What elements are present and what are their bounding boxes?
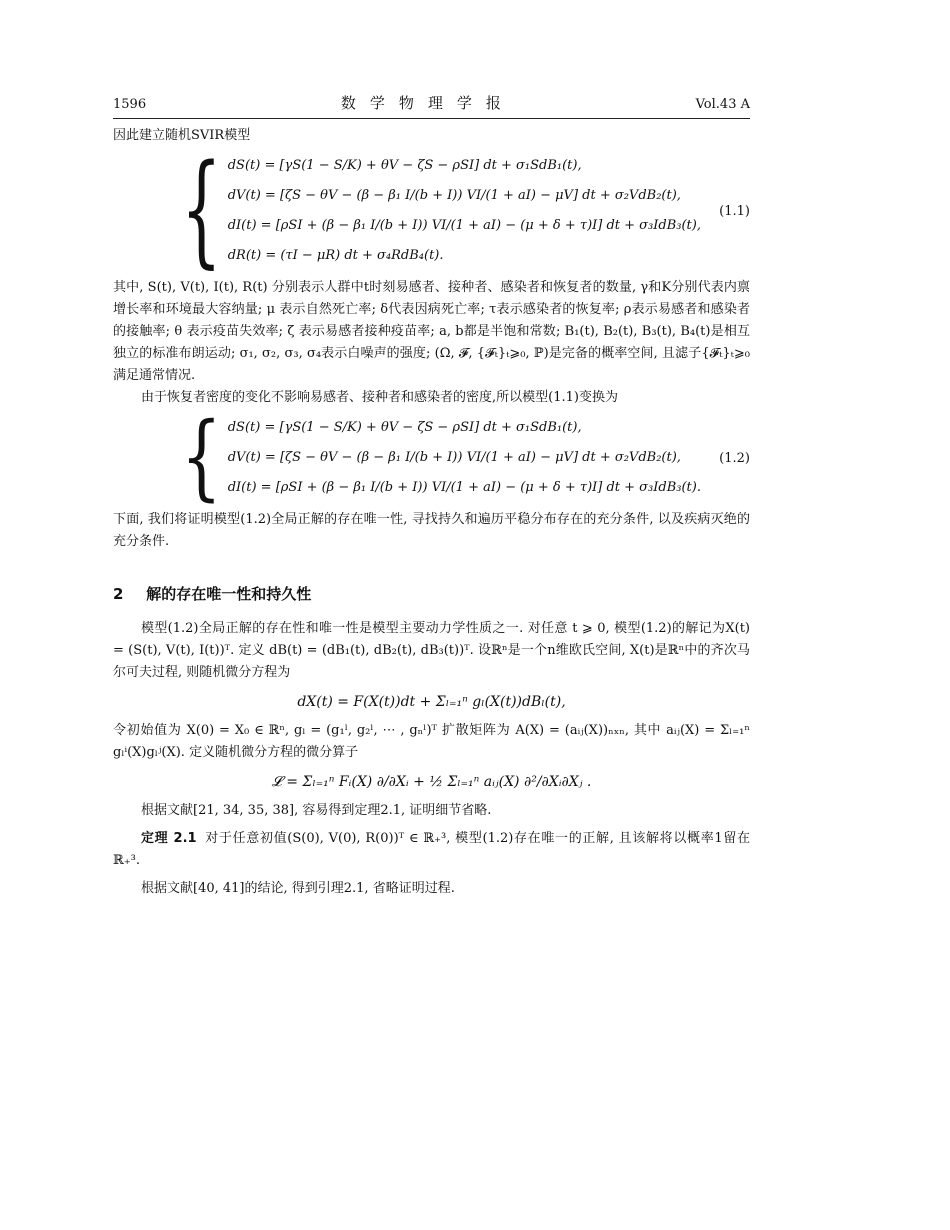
equation-line: dR(t) = (τI − μR) dt + σ₄RdB₄(t). — [227, 248, 444, 263]
paragraph-lemma: 根据文献[40, 41]的结论, 得到引理2.1, 省略证明过程. — [141, 881, 455, 896]
paragraph-section: 模型(1.2)全局正解的存在性和唯一性是模型主要动力学性质之一. 对任意 t ⩾ 0, 模型(1.2)的解记为X(t) = (S(t), V(t), I(t))ᵀ. 定义 dB(t) = (dB₁(t), dB₂(t), dB₃(t))ᵀ. 设ℝⁿ是一个n维欧氏空间, X(t)是ℝⁿ中的齐次马尔可夫过程, 则随机微分方程为 — [113, 621, 750, 680]
equation-line: dI(t) = [ρSI + (β − β₁ I/(b + I)) VI/(1 + aI) − (μ + δ + τ)I] dt + σ₃IdB₃(t). — [227, 480, 701, 495]
paragraph-transform: 由于恢复者密度的变化不影响易感者、接种者和感染者的密度,所以模型(1.1)变换为 — [141, 390, 618, 405]
equation-line: dS(t) = [γS(1 − S/K) + θV − ζS − ρSI] dt + σ₁SdB₁(t), — [227, 158, 582, 173]
theorem-label: 定理 2.1 — [141, 831, 197, 846]
equation-number: (1.1) — [719, 203, 750, 219]
section-title: 解的存在唯一性和持久性 — [146, 585, 312, 603]
theorem-text: 对于任意初值(S(0), V(0), R(0))ᵀ ∈ ℝ₊³, 模型(1.2)存在唯一的正解, 且该解将以概率1留在ℝ₊³. — [113, 831, 750, 868]
equation-operator: 𝓛 = Σₗ₌₁ⁿ Fᵢ(X) ∂/∂Xᵢ + ½ Σₗ₌₁ⁿ aᵢⱼ(X) ∂²/∂Xᵢ∂Xⱼ . — [271, 774, 592, 790]
paragraph-refs: 根据文献[21, 34, 35, 38], 容易得到定理2.1, 证明细节省略. — [141, 803, 492, 818]
journal-title: 数学物理学报 — [340, 94, 515, 112]
equation-sde: dX(t) = F(X(t))dt + Σₗ₌₁ⁿ gₗ(X(t))dBₗ(t), — [297, 694, 566, 710]
volume-label: Vol.43 A — [695, 97, 750, 112]
section-number: 2 — [113, 585, 124, 603]
equation-line: dV(t) = [ζS − θV − (β − β₁ I/(b + I)) VI/(1 + aI) − μV] dt + σ₂VdB₂(t), — [227, 188, 681, 203]
page-header — [113, 92, 750, 119]
equation-line: dI(t) = [ρSI + (β − β₁ I/(b + I)) VI/(1 + aI) − (μ + δ + τ)I] dt + σ₃IdB₃(t), — [227, 218, 701, 233]
page-number: 1596 — [113, 97, 147, 112]
equation-line: dS(t) = [γS(1 − S/K) + θV − ζS − ρSI] dt + σ₁SdB₁(t), — [227, 420, 582, 435]
equation-system-1-2 — [181, 404, 750, 512]
left-brace: { — [181, 140, 222, 282]
equation-line: dV(t) = [ζS − θV − (β − β₁ I/(b + I)) VI/(1 + aI) − μV] dt + σ₂VdB₂(t), — [227, 450, 681, 465]
section-heading — [113, 583, 750, 604]
left-brace: { — [181, 404, 222, 512]
paragraph-meanings: 其中, S(t), V(t), I(t), R(t) 分别表示人群中t时刻易感者、接种者、感染者和恢复者的数量, γ和K分别代表内禀增长率和环境最大容纳量; μ 表示自然死亡率; δ代表因病死亡率; τ表示感染者的恢复率; ρ表示易感者和感染者的接触率; θ 表示疫苗失效率; ζ 表示易感者接种疫苗率; a, b都是半饱和常数; B₁(t), B₂(t), B₃(t), B₄(t)是相互独立的标准布朗运动; σ₁, σ₂, σ₃, σ₄表示白噪声的强度; (Ω, 𝓕, {𝓕ₜ}ₜ⩾₀, ℙ)是完备的概率空间, 且滤子{𝓕ₜ}ₜ⩾₀满足通常情况. — [113, 280, 750, 383]
intro-text: 因此建立随机SVIR模型 — [113, 128, 251, 143]
theorem-2-1 — [113, 828, 750, 872]
paragraph-initial: 令初始值为 X(0) = X₀ ∈ ℝⁿ, gₗ = (g₁ˡ, g₂ˡ, ⋯ , gₙˡ)ᵀ 扩散矩阵为 A(X) = (aᵢⱼ(X))ₙₓₙ, 其中 aᵢⱼ(X) = Σₗ₌₁ⁿ gₗⁱ(X)gₗʲ(X). 定义随机微分方程的微分算子 — [113, 723, 750, 760]
equation-number: (1.2) — [719, 450, 750, 466]
paper-page — [113, 92, 750, 900]
equation-system-1-1 — [181, 140, 750, 282]
paragraph-next: 下面, 我们将证明模型(1.2)全局正解的存在唯一性, 寻找持久和遍历平稳分布存在的充分条件, 以及疾病灭绝的充分条件. — [113, 512, 750, 549]
